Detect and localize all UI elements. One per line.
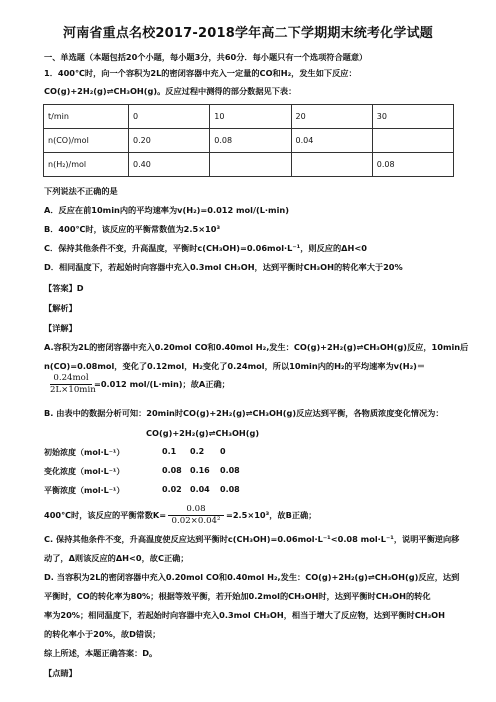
section-heading: 一、单选题（本题包括20个小题，每小题3分，共60分．每小题只有一个选项符合题意）	[44, 52, 368, 62]
table-cell: n(H₂)/mol	[44, 153, 129, 177]
option-d: D．相同温度下，若起始时向容器中充入0.3mol CH₃OH，达到平衡时CH₃OH的转化率大于20%	[44, 262, 403, 272]
explanation-line: D. 当容积为2L的密闭容器中充入0.20mol CO和0.40mol H₂,发生：CO(g)+2H₂(g)⇌CH₃OH(g)反应，达到	[44, 572, 460, 582]
explanation-line: A.容积为2L的密闭容器中充入0.20mol CO和0.40mol H₂,发生：CO(g)+2H₂(g)⇌CH₃OH(g)反应，10min后	[44, 342, 469, 352]
fraction-numerator: 0.08	[168, 504, 224, 516]
explanation-line: B. 由表中的数据分析可知：20min时CO(g)+2H₂(g)⇌CH₃OH(g)反应达到平衡，各物质浓度变化情况为：	[44, 408, 444, 418]
explanation-line: =0.012 mol/(L·min)；故A正确；	[94, 379, 230, 389]
explanation-line: n(CO)=0.08mol，变化了0.12mol，H₂变化了0.24mol，所以10min内的H₂的平均速率为v(H₂)＝	[44, 361, 426, 371]
option-b: B．400℃时，该反应的平衡常数值为2.5×10³	[44, 224, 221, 234]
table-cell: 0	[129, 105, 210, 129]
explanation-line: 率为20%；相同温度下，若起始时向容器中充入0.3mol CH₃OH，相当于增大了反应物，达到平衡时CH₃OH	[44, 610, 445, 620]
row-value: 0.1	[162, 447, 177, 456]
question-stem: 下列说法不正确的是	[44, 186, 118, 196]
summary-line: 综上所述，本题正确答案：D。	[44, 648, 158, 658]
explanation-line: 动了，Δ则该反应的ΔH<0，故C正确；	[44, 553, 189, 563]
table-cell: t/min	[44, 105, 129, 129]
table-cell: 0.40	[129, 153, 210, 177]
row-label: 变化浓度（mol·L⁻¹）	[44, 467, 125, 476]
fraction-denominator: 2L×10min	[50, 385, 96, 395]
data-table	[43, 104, 454, 177]
table-cell	[372, 129, 453, 153]
explanation-line: C. 保持其他条件不变，升高温度使反应达到平衡时c(CH₃OH)=0.06mol·L⁻¹<0.08 mol·L⁻¹，说明平衡逆向移	[44, 534, 460, 544]
fraction-numerator: 0.24mol	[50, 373, 92, 385]
row-value: 0.02	[162, 485, 182, 494]
row-value: 0.08	[220, 466, 240, 475]
table-row	[44, 129, 454, 153]
option-c: C．保持其他条件不变，升高温度，平衡时c(CH₃OH)=0.06mol·L⁻¹，则反应的ΔH<0	[44, 243, 367, 253]
question-line: 1．400℃时，向一个容积为2L的密闭容器中充入一定量的CO和H₂，发生如下反应：	[44, 68, 357, 78]
answer-label: 【答案】D	[44, 283, 84, 293]
table-row	[44, 153, 454, 177]
row-value: 0.08	[220, 485, 240, 494]
table-cell: 30	[372, 105, 453, 129]
table-cell	[291, 153, 372, 177]
row-value: 0.04	[190, 485, 210, 494]
table-cell: n(CO)/mol	[44, 129, 129, 153]
option-a: A．反应在前10min内的平均速率为v(H₂)=0.012 mol/(L·min)	[44, 205, 289, 215]
question-line: CO(g)+2H₂(g)⇌CH₃OH(g)。反应过程中测得的部分数据见下表：	[44, 86, 297, 96]
row-value: 0	[220, 447, 226, 456]
row-label: 初始浓度（mol·L⁻¹）	[44, 448, 125, 457]
fraction-k	[168, 504, 224, 526]
row-value: 0.16	[190, 466, 210, 475]
table-cell: 10	[210, 105, 291, 129]
table-cell: 0.08	[210, 129, 291, 153]
table-cell	[210, 153, 291, 177]
table-cell: 0.20	[129, 129, 210, 153]
fraction-denominator: 0.02×0.04²	[171, 516, 221, 526]
row-value: 0.2	[190, 447, 205, 456]
table-cell: 0.08	[372, 153, 453, 177]
reaction-equation: CO(g)+2H₂(g)⇌CH₃OH(g)	[146, 428, 260, 438]
page-title: 河南省重点名校2017-2018学年高二下学期期末统考化学试题	[63, 26, 433, 41]
table-cell: 0.04	[291, 129, 372, 153]
explanation-line: 400℃时，该反应的平衡常数K=	[44, 510, 167, 520]
detail-label: 【详解】	[44, 323, 77, 333]
explanation-line: 平衡时，CO的转化率为80%；根据等效平衡，若开始加0.2mol的CH₃OH时，达到平衡时CH₃OH的转化	[44, 591, 431, 601]
table-header-row	[44, 105, 454, 129]
comment-label: 【点睛】	[44, 668, 77, 678]
row-value: 0.08	[162, 466, 182, 475]
explanation-line: =2.5×10³，故B正确；	[226, 510, 317, 520]
table-cell: 20	[291, 105, 372, 129]
explanation-line: 的转化率小于20%，故D错误；	[44, 629, 161, 639]
row-label: 平衡浓度（mol·L⁻¹）	[44, 486, 125, 495]
fraction-rate	[50, 373, 96, 395]
analysis-label: 【解析】	[44, 303, 77, 313]
